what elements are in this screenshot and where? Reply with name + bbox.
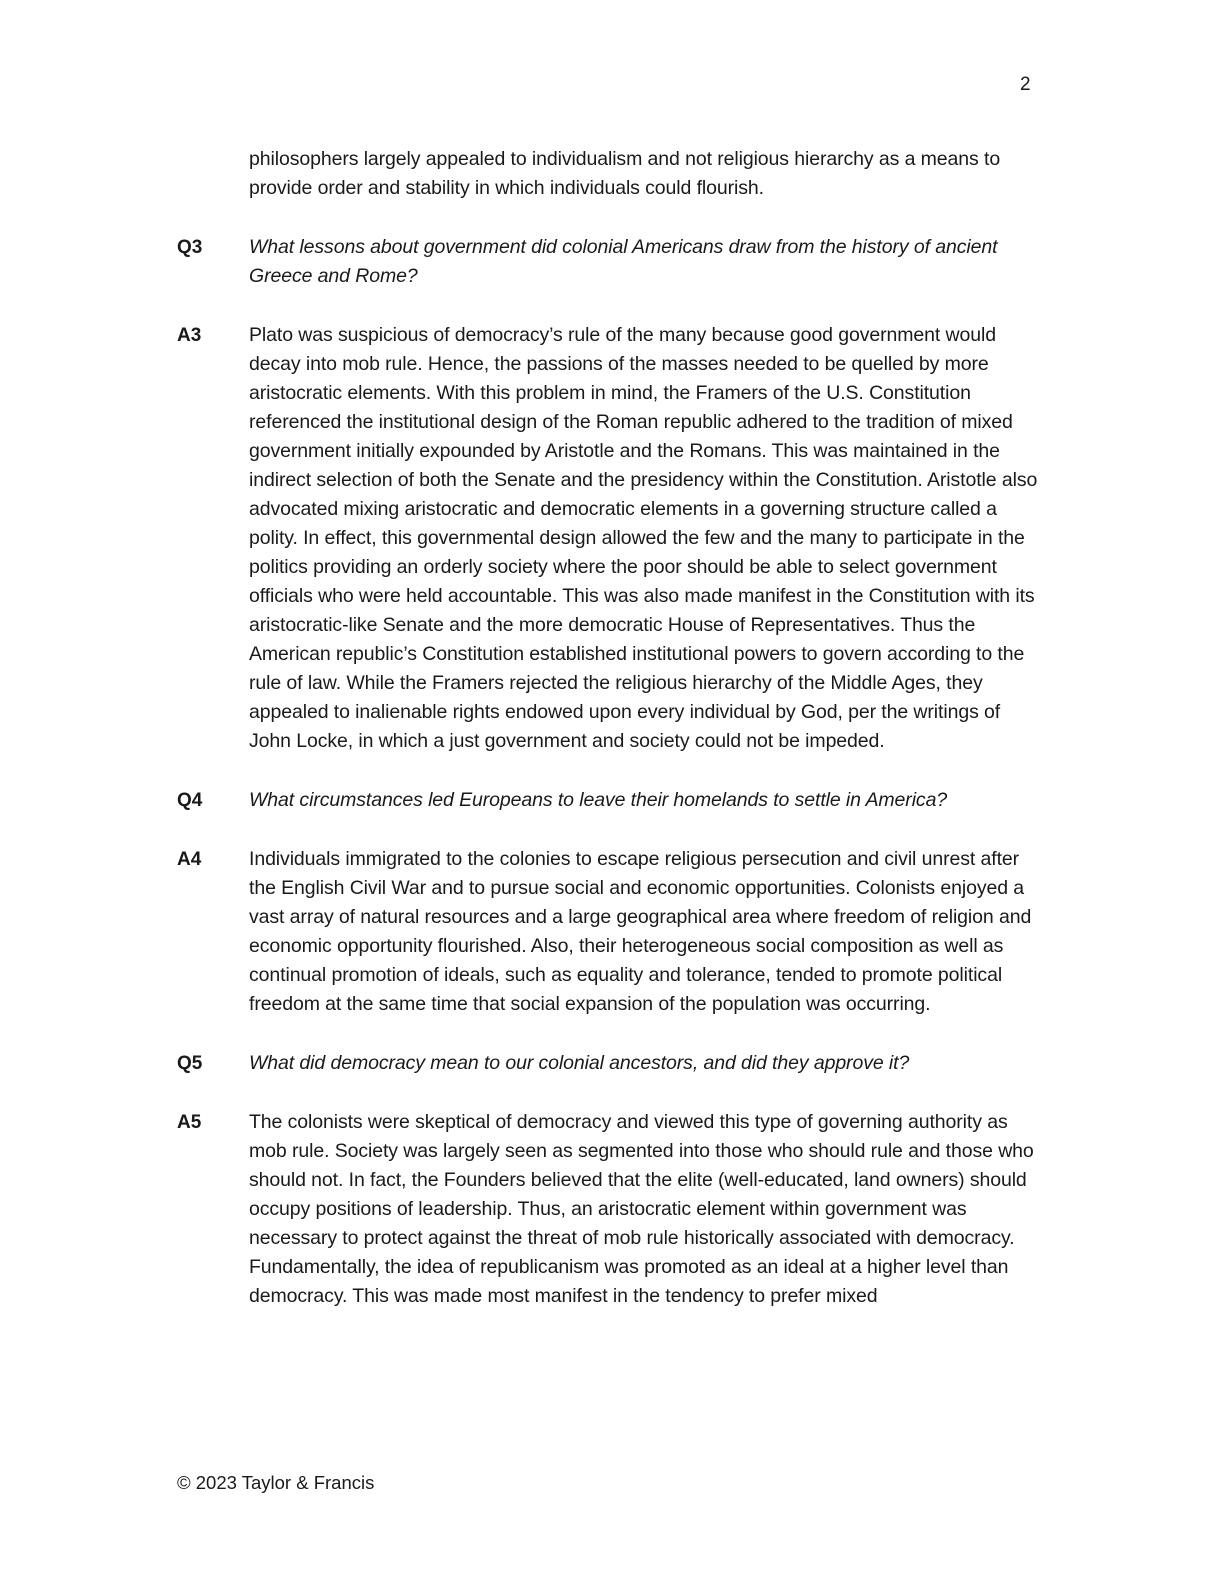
page-number: 2 — [1020, 74, 1031, 95]
copyright-footer: © 2023 Taylor & Francis — [177, 1472, 375, 1493]
question-text: What lessons about government did colonial Americans draw from the history of ancient Greece and Rome? — [249, 236, 998, 287]
answer-a5 — [177, 1108, 1047, 1311]
continued-paragraph-text: philosophers largely appealed to individualism and not religious hierarchy as a means to provide order and stability in which individuals could flourish. — [249, 148, 1001, 199]
question-label: Q3 — [177, 237, 203, 258]
page-content — [177, 145, 1047, 1341]
answer-a3 — [177, 321, 1047, 756]
question-q4 — [177, 786, 1047, 815]
question-text: What circumstances led Europeans to leave their homelands to settle in America? — [249, 789, 948, 811]
question-label: Q4 — [177, 790, 203, 811]
question-label: Q5 — [177, 1053, 203, 1074]
answer-label: A4 — [177, 849, 202, 870]
answer-label: A5 — [177, 1112, 202, 1133]
answer-text: Individuals immigrated to the colonies to escape religious persecution and civil unrest after the English Civil War and to pursue social and economic opportunities. Colonists enjoyed a vast array of natural resources and a large geographical area where freedom of religion and economic opportunity flourished. Also, their heterogeneous social composition as well as continual promotion of ideals, such as equality and tolerance, tended to promote political freedom at the same time that social expansion of the population was occurring. — [249, 848, 1032, 1015]
question-q3 — [177, 233, 1047, 291]
question-text: What did democracy mean to our colonial ancestors, and did they approve it? — [249, 1052, 910, 1074]
continued-paragraph — [177, 145, 1047, 203]
answer-text: Plato was suspicious of democracy’s rule of the many because good government would decay into mob rule. Hence, the passions of the masses needed to be quelled by more aristocratic elements. With this problem in mind, the Framers of the U.S. Constitution referenced the institutional design of the Roman republic adhered to the tradition of mixed government initially expounded by Aristotle and the Romans. This was maintained in the indirect selection of both the Senate and the presidency within the Constitution. Aristotle also advocated mixing aristocratic and democratic elements in a governing structure called a polity. In effect, this governmental design allowed the few and the many to participate in the politics providing an orderly society where the poor should be able to select government officials who were held accountable. This was also made manifest in the Constitution with its aristocratic-like Senate and the more democratic House of Representatives. Thus the American republic’s Constitution established institutional powers to govern according to the rule of law. While the Framers rejected the religious hierarchy of the Middle Ages, they appealed to inalienable rights endowed upon every individual by God, per the writings of John Locke, in which a just government and society could not be impeded. — [249, 324, 1038, 752]
answer-label: A3 — [177, 325, 202, 346]
answer-text: The colonists were skeptical of democracy and viewed this type of governing authority as mob rule. Society was largely seen as segmented into those who should rule and those who should not. In fact, the Founders believed that the elite (well-educated, land owners) should occupy positions of leadership. Thus, an aristocratic element within government was necessary to protect against the threat of mob rule historically associated with democracy. Fundamentally, the idea of republicanism was promoted as an ideal at a higher level than democracy. This was made most manifest in the tendency to prefer mixed — [249, 1111, 1034, 1307]
question-q5 — [177, 1049, 1047, 1078]
answer-a4 — [177, 845, 1047, 1019]
